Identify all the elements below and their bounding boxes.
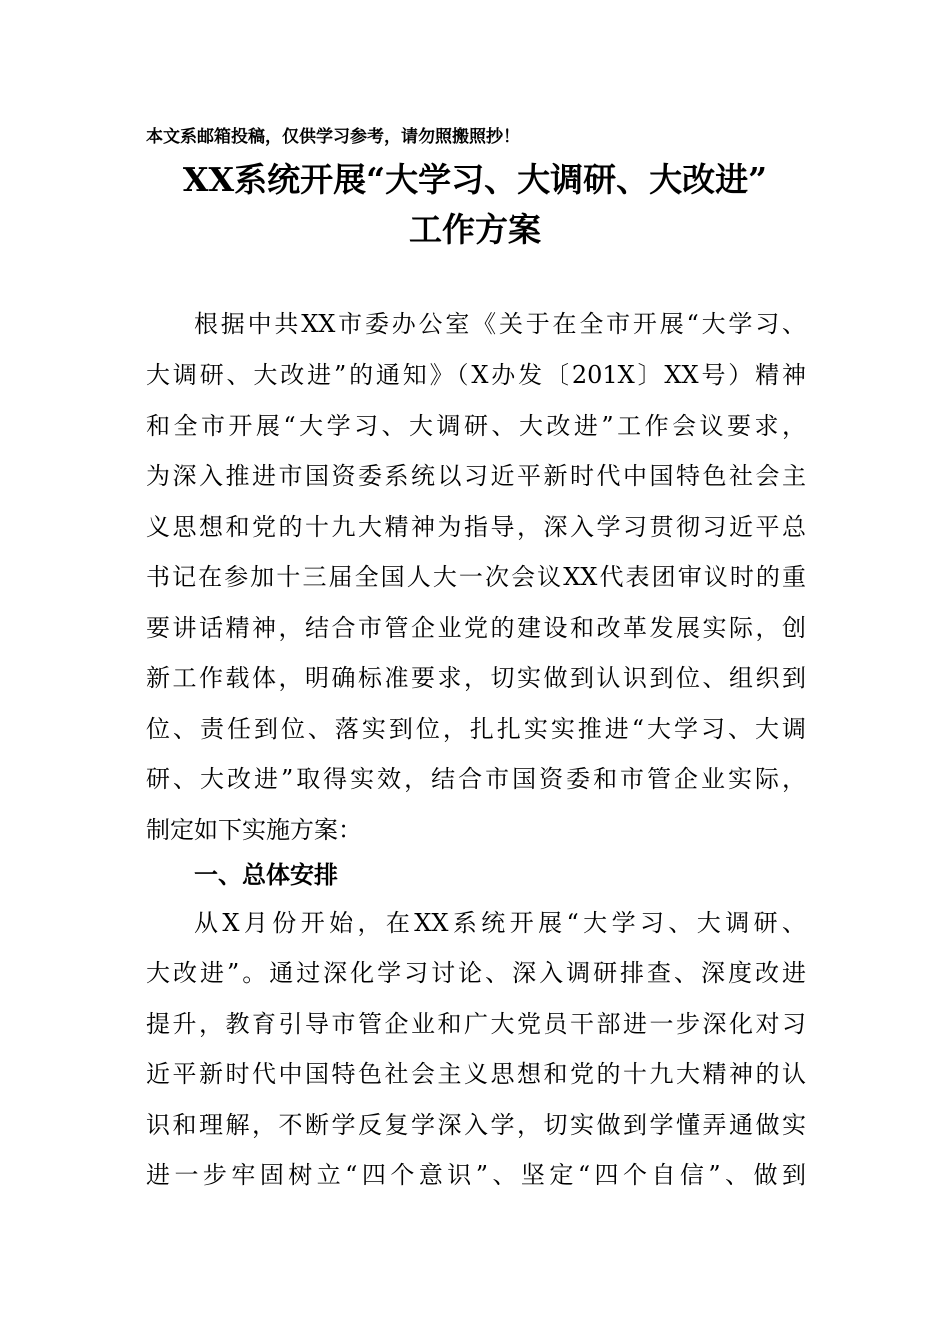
- paragraph-line: 近平新时代中国特色社会主义思想和党的十九大精神的认: [146, 1060, 806, 1088]
- paragraph-line: 识和理解，不断学反复学深入学，切实做到学懂弄通做实: [146, 1111, 806, 1139]
- paragraph-line: 根据中共XX市委办公室《关于在全市开展“大学习、: [194, 310, 806, 338]
- paragraph-line: 从X月份开始，在XX系统开展“大学习、大调研、: [194, 909, 806, 937]
- paragraph-line: 位、责任到位、落实到位，扎扎实实推进“大学习、大调: [146, 715, 806, 743]
- paragraph-line: 进一步牢固树立“四个意识”、坚定“四个自信”、做到: [146, 1161, 806, 1189]
- paragraph-line: 要讲话精神，结合市管企业党的建设和改革发展实际，创: [146, 614, 806, 642]
- paragraph-line: 为深入推进市国资委系统以习近平新时代中国特色社会主: [146, 462, 806, 490]
- paragraph-line: 义思想和党的十九大精神为指导，深入学习贯彻习近平总: [146, 513, 806, 541]
- paragraph-line: 大改进”。通过深化学习讨论、深入调研排查、深度改进: [146, 959, 806, 987]
- paragraph-line: 新工作载体，明确标准要求，切实做到认识到位、组织到: [146, 664, 806, 692]
- section-heading: 一、总体安排: [194, 861, 338, 889]
- paragraph-line: 研、大改进”取得实效，结合市国资委和市管企业实际，: [146, 765, 806, 793]
- paragraph-line: 提升，教育引导市管企业和广大党员干部进一步深化对习: [146, 1010, 806, 1038]
- paragraph-line: 大调研、大改进”的通知》（X办发〔201X〕XX号）精神: [146, 361, 806, 389]
- paragraph-line: 制定如下实施方案：: [146, 816, 362, 844]
- paragraph-line: 书记在参加十三届全国人大一次会议XX代表团审议时的重: [146, 563, 806, 591]
- paragraph-line: 和全市开展“大学习、大调研、大改进”工作会议要求，: [146, 412, 806, 440]
- document-title-line-2: 工作方案: [409, 210, 541, 249]
- document-title-line-1: XX系统开展“大学习、大调研、大改进”: [182, 160, 768, 199]
- disclaimer-notice: 本文系邮箱投稿，仅供学习参考，请勿照搬照抄！: [146, 127, 520, 147]
